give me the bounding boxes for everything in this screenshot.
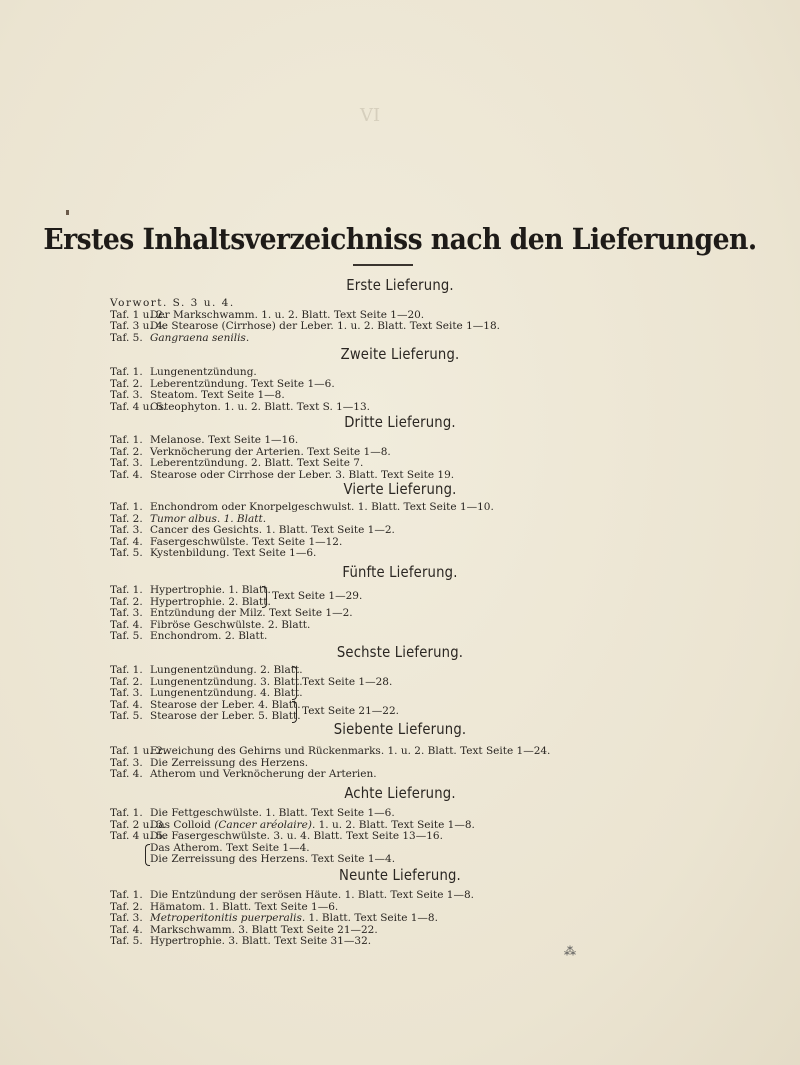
plate-number: Taf. 1. (110, 434, 143, 446)
show-through-text: VI (360, 105, 381, 126)
plate-number: Taf. 5. (110, 331, 143, 344)
plate-number: Taf. 1. (110, 664, 143, 676)
entry-text: Hypertrophie. 2. Blatt. (150, 595, 271, 608)
entry-text: Die Entzündung der serösen Häute. 1. Blatt. Text Seite 1—8. (150, 889, 474, 901)
entry-text: Hämatom. 1. Blatt. Text Seite 1—6. (150, 900, 339, 913)
entry-text: Lungenentzündung. 3. Blatt. (150, 675, 303, 688)
entry-text: 1. u. 2. Blatt. Text Seite 1—8. (315, 818, 475, 831)
list-item (110, 402, 670, 414)
entry-text: Verknöcherung der Arterien. Text Seite 1—8. (150, 445, 391, 458)
entry-text: Osteophyton. 1. u. 2. Blatt. Text S. 1—13. (150, 400, 370, 413)
entry-text-italic: (Cancer aréolaire). (214, 818, 316, 831)
section-vierte (110, 480, 670, 560)
plate-number: Taf. 2. (110, 900, 143, 913)
entry-text: Lungenentzündung. 2. Blatt. (150, 664, 303, 676)
plate-number: Taf. 1. (110, 366, 143, 378)
title-rule (353, 264, 413, 266)
list-item: Die Zerreissung des Herzens. Text Seite 1—4. (150, 853, 396, 866)
plate-number: Taf. 4. (110, 618, 143, 631)
entry-text: Melanose. Text Seite 1—16. (150, 434, 299, 446)
entry-text: Hypertrophie. 1. Blatt. (150, 584, 271, 596)
list-item (110, 548, 670, 560)
plate-number: Taf. 1 u. 2. (110, 308, 167, 321)
entry-text: Gangraena senilis. (150, 331, 250, 344)
list-item (110, 333, 670, 345)
entry-text: 1. Blatt. Text Seite 1—8. (305, 912, 438, 925)
section-heading: Siebente Lieferung. (333, 720, 467, 738)
plate-number: Taf. 2. (110, 512, 143, 525)
entry-text: Leberentzündung. Text Seite 1—6. (150, 377, 335, 390)
plate-number: Taf. 3. (110, 457, 143, 470)
entry-text: Entzündung der Milz. Text Seite 1—2. (150, 607, 353, 620)
brace-text: Text Seite 21—22. (302, 704, 399, 717)
entry-text: Der Markschwamm. 1. u. 2. Blatt. Text Seite 1—20. (150, 308, 425, 321)
section-fuenfte (110, 563, 670, 643)
section-sechste (110, 643, 670, 723)
plate-number: Taf. 4. (110, 468, 143, 481)
brace-text: Text Seite 1—29. (272, 590, 363, 602)
entry-text: Erweichung des Gehirns und Rückenmarks. 1. u. 2. Blatt. Text Seite 1—24. (150, 745, 551, 757)
plate-number: Taf. 2. (110, 445, 143, 458)
section-heading: Sechste Lieferung. (336, 643, 464, 661)
plate-number: Taf. 4 u. 5. (110, 830, 167, 843)
plate-number: Taf. 5. (110, 935, 143, 948)
brace-group (110, 585, 670, 608)
section-heading: Erste Lieferung. (346, 276, 454, 294)
plate-number: Taf. 1. (110, 807, 143, 819)
section-neunte (110, 866, 670, 948)
plate-number: Taf. 2. (110, 675, 143, 688)
entry-text-italic: Metroperitonitis puerperalis. (150, 912, 306, 925)
plate-number: Taf. 2 u. 3. (110, 818, 167, 831)
entry-text: Die Zerreissung des Herzens. (150, 756, 309, 769)
plate-number: Taf. 1 u. 2. (110, 745, 167, 757)
entry-text: Markschwamm. 3. Blatt Text Seite 21—22. (150, 923, 378, 936)
plate-number: Taf. 4 u. 5. (110, 400, 167, 413)
entry-text: Cancer des Gesichts. 1. Blatt. Text Seite 1—2. (150, 524, 395, 537)
plate-number: Taf. 4. (110, 535, 143, 548)
plate-number: Taf. 2. (110, 595, 143, 608)
brace (292, 666, 297, 700)
entry-text: Die Stearose (Cirrhose) der Leber. 1. u. 2. Blatt. Text Seite 1—18. (150, 320, 500, 333)
plate-number: Taf. 1. (110, 501, 143, 513)
section-dritte (110, 413, 670, 481)
page-title: Erstes Inhaltsverzeichniss nach den Lieferungen. (43, 222, 757, 256)
section-heading: Zweite Lieferung. (340, 345, 460, 363)
plate-number: Taf. 3. (110, 912, 143, 925)
section-achte (110, 784, 670, 866)
section-siebente (110, 720, 670, 781)
plate-number: Taf. 3. (110, 687, 143, 700)
vorwort-line: Vorwort. S. 3 u. 4. (110, 297, 235, 309)
entry-text: Stearose der Leber. 5. Blatt. (150, 710, 301, 723)
entry-text: Tumor albus. 1. Blatt. (150, 512, 267, 525)
list-item (110, 631, 670, 643)
section-heading: Vierte Lieferung. (343, 480, 457, 498)
plate-number: Taf. 5. (110, 630, 143, 643)
brace-group (150, 843, 670, 866)
plate-number: Taf. 3. (110, 389, 143, 402)
entry-text: Leberentzündung. 2. Blatt. Text Seite 7. (150, 457, 364, 470)
brace (145, 844, 150, 866)
entry-text: Atherom und Verknöcherung der Arterien. (150, 768, 377, 781)
plate-number: Taf. 3 u. 4. (110, 320, 167, 333)
entry-text: Steatom. Text Seite 1—8. (150, 389, 285, 402)
plate-number: Taf. 1. (110, 584, 143, 596)
section-heading: Neunte Lieferung. (339, 866, 461, 884)
brace (262, 586, 267, 608)
plate-number: Taf. 4. (110, 923, 143, 936)
entry-text: Fibröse Geschwülste. 2. Blatt. (150, 618, 311, 631)
entry-text: Lungenentzündung. (150, 366, 257, 378)
plate-number: Taf. 5. (110, 547, 143, 560)
plate-number: Taf. 2. (110, 377, 143, 390)
list-item (110, 597, 670, 609)
list-item: Das Atherom. Text Seite 1—4. (150, 841, 310, 854)
entry-text: Enchondrom. 2. Blatt. (150, 630, 268, 643)
entry-text: Stearose oder Cirrhose der Leber. 3. Blatt. Text Seite 19. (150, 468, 455, 481)
entry-text: Die Fettgeschwülste. 1. Blatt. Text Seite 1—6. (150, 807, 395, 819)
plate-number: Taf. 5. (110, 710, 143, 723)
section-heading: Fünfte Lieferung. (342, 563, 458, 581)
section-heading: Achte Lieferung. (344, 784, 456, 802)
plate-number: Taf. 3. (110, 607, 143, 620)
list-item (110, 769, 670, 781)
asterism-icon: ⁂ (564, 944, 576, 958)
ink-speck (66, 210, 69, 215)
entry-text: Hypertrophie. 3. Blatt. Text Seite 31—32. (150, 935, 372, 948)
entry-text: Fasergeschwülste. Text Seite 1—12. (150, 535, 343, 548)
plate-number: Taf. 1. (110, 889, 143, 901)
plate-number: Taf. 4. (110, 768, 143, 781)
entry-text: Kystenbildung. Text Seite 1—6. (150, 547, 317, 560)
entry-text: Stearose der Leber. 4. Blatt. (150, 698, 301, 711)
section-zweite (110, 345, 670, 413)
brace-text: Text Seite 1—28. (302, 676, 393, 688)
entry-text: Lungenentzündung. 4. Blatt. (150, 687, 303, 700)
plate-number: Taf. 3. (110, 524, 143, 537)
plate-number: Taf. 3. (110, 756, 143, 769)
entry-text: Enchondrom oder Knorpelgeschwulst. 1. Blatt. Text Seite 1—10. (150, 501, 494, 513)
brace-group (110, 665, 670, 700)
section-heading: Dritte Lieferung. (344, 413, 456, 431)
plate-number: Taf. 4. (110, 698, 143, 711)
entry-text: Das Colloid (150, 818, 215, 831)
section-erste (110, 276, 670, 344)
entry-text: Die Fasergeschwülste. 3. u. 4. Blatt. Text Seite 13—16. (150, 830, 443, 843)
list-item (110, 936, 670, 948)
